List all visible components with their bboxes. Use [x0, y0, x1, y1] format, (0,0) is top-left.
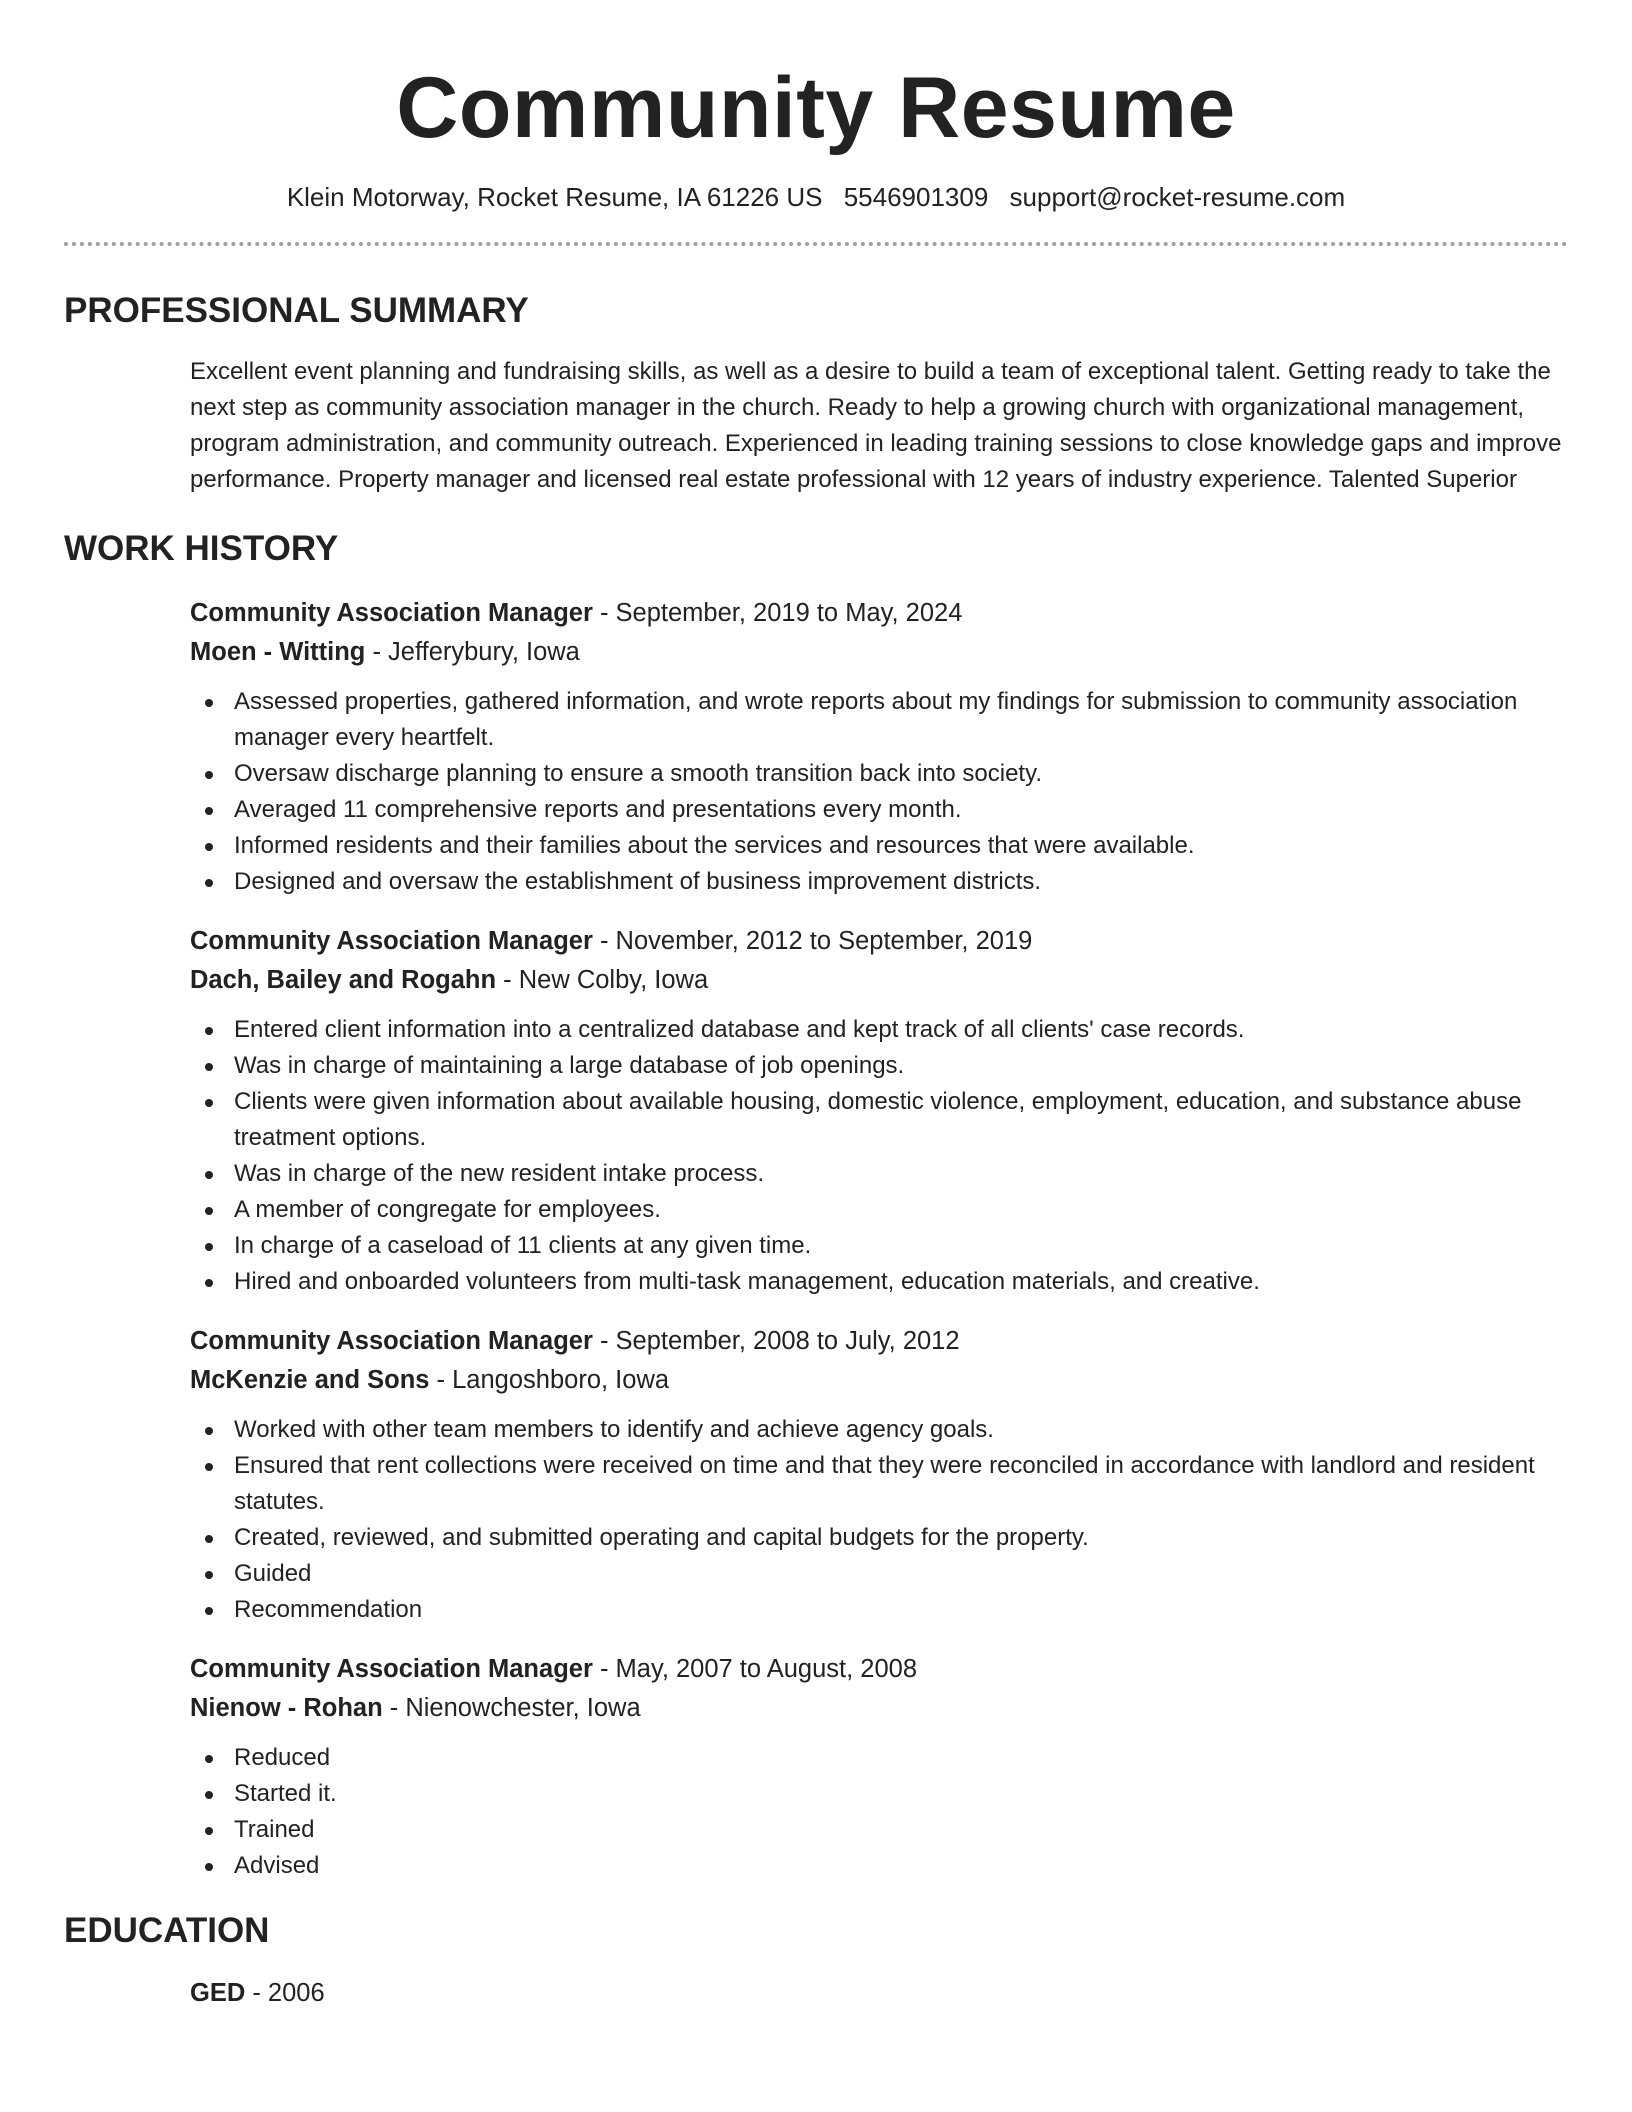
job-bullets: [190, 1740, 1568, 1884]
job-title-line: [190, 922, 1568, 961]
list-item: A member of congregate for employees.: [190, 1192, 1568, 1228]
contact-address: Klein Motorway, Rocket Resume, IA 61226 US: [286, 182, 823, 212]
list-item: Recommendation: [190, 1592, 1568, 1628]
job-company-line: [190, 961, 1568, 1000]
resume-name: Community Resume: [396, 60, 1236, 156]
list-item: Informed residents and their families about the services and resources that were available.: [190, 828, 1568, 864]
list-item: In charge of a caseload of 11 clients at any given time.: [190, 1228, 1568, 1264]
list-item: Entered client information into a centralized database and kept track of all clients' case records.: [190, 1012, 1568, 1048]
contact-email: support@rocket-resume.com: [1009, 182, 1346, 212]
job-dates: - September, 2019 to May, 2024: [592, 599, 963, 627]
job-dates: - May, 2007 to August, 2008: [592, 1655, 918, 1683]
list-item: Hired and onboarded volunteers from multi-task management, education materials, and creative.: [190, 1264, 1568, 1300]
job-dates: - November, 2012 to September, 2019: [592, 927, 1033, 955]
job-entry: [190, 1322, 1568, 1628]
job-bullets: [190, 684, 1568, 900]
job-entry: [190, 594, 1568, 900]
job-company: McKenzie and Sons: [190, 1366, 430, 1394]
list-item: Oversaw discharge planning to ensure a smooth transition back into society.: [190, 756, 1568, 792]
job-title-line: [190, 1322, 1568, 1361]
list-item: Designed and oversaw the establishment of business improvement districts.: [190, 864, 1568, 900]
list-item: Averaged 11 comprehensive reports and presentations every month.: [190, 792, 1568, 828]
list-item: Ensured that rent collections were received on time and that they were reconciled in accordance with landlord and resident statutes.: [190, 1448, 1568, 1520]
job-role: Community Association Manager: [190, 599, 593, 627]
job-dates: - September, 2008 to July, 2012: [592, 1327, 960, 1355]
job-company: Nienow - Rohan: [190, 1694, 383, 1722]
list-item: Created, reviewed, and submitted operating and capital budgets for the property.: [190, 1520, 1568, 1556]
job-location: - Jefferybury, Iowa: [365, 638, 580, 666]
job-title-line: [190, 594, 1568, 633]
list-item: Trained: [190, 1812, 1568, 1848]
list-item: Assessed properties, gathered information, and wrote reports about my findings for submission to community association manager every heartfelt.: [190, 684, 1568, 756]
list-item: Started it.: [190, 1776, 1568, 1812]
job-bullets: [190, 1012, 1568, 1300]
job-location: - Nienowchester, Iowa: [382, 1694, 641, 1722]
job-company: Dach, Bailey and Rogahn: [190, 966, 497, 994]
resume-page: [64, 0, 1568, 2013]
header-divider: [64, 242, 1568, 246]
list-item: Clients were given information about available housing, domestic violence, employment, education, and substance abuse treatment options.: [190, 1084, 1568, 1156]
list-item: Guided: [190, 1556, 1568, 1592]
job-location: - Langoshboro, Iowa: [429, 1366, 670, 1394]
job-entry: [190, 1650, 1568, 1884]
contact-phone: 5546901309: [843, 182, 989, 212]
job-bullets: [190, 1412, 1568, 1628]
work-history-heading: WORK HISTORY: [64, 529, 339, 568]
job-role: Community Association Manager: [190, 927, 593, 955]
summary-text: Excellent event planning and fundraising skills, as well as a desire to build a team of exceptional talent. Getting ready to take the next step as community association manager in the church. Ready to help a growing church with organizational management, program administration, and community outreach. Experienced in leading training sessions to close knowledge gaps and improve performance. Property manager and licensed real estate professional with 12 years of industry experience. Talented Superior: [190, 358, 1562, 493]
job-entry: [190, 922, 1568, 1300]
list-item: Reduced: [190, 1740, 1568, 1776]
job-location: - New Colby, Iowa: [496, 966, 709, 994]
list-item: Advised: [190, 1848, 1568, 1884]
summary-heading: PROFESSIONAL SUMMARY: [64, 291, 529, 330]
job-title-line: [190, 1650, 1568, 1689]
education-heading: EDUCATION: [64, 1911, 270, 1950]
list-item: Was in charge of maintaining a large database of job openings.: [190, 1048, 1568, 1084]
contact-line: [64, 180, 1568, 214]
education-entry: [190, 1974, 1568, 2013]
list-item: Worked with other team members to identify and achieve agency goals.: [190, 1412, 1568, 1448]
job-company-line: [190, 633, 1568, 672]
job-company-line: [190, 1361, 1568, 1400]
job-company: Moen - Witting: [190, 638, 366, 666]
education-degree: GED: [190, 1979, 246, 2007]
job-company-line: [190, 1689, 1568, 1728]
job-role: Community Association Manager: [190, 1327, 593, 1355]
job-role: Community Association Manager: [190, 1655, 593, 1683]
list-item: Was in charge of the new resident intake process.: [190, 1156, 1568, 1192]
education-year: - 2006: [245, 1979, 325, 2007]
